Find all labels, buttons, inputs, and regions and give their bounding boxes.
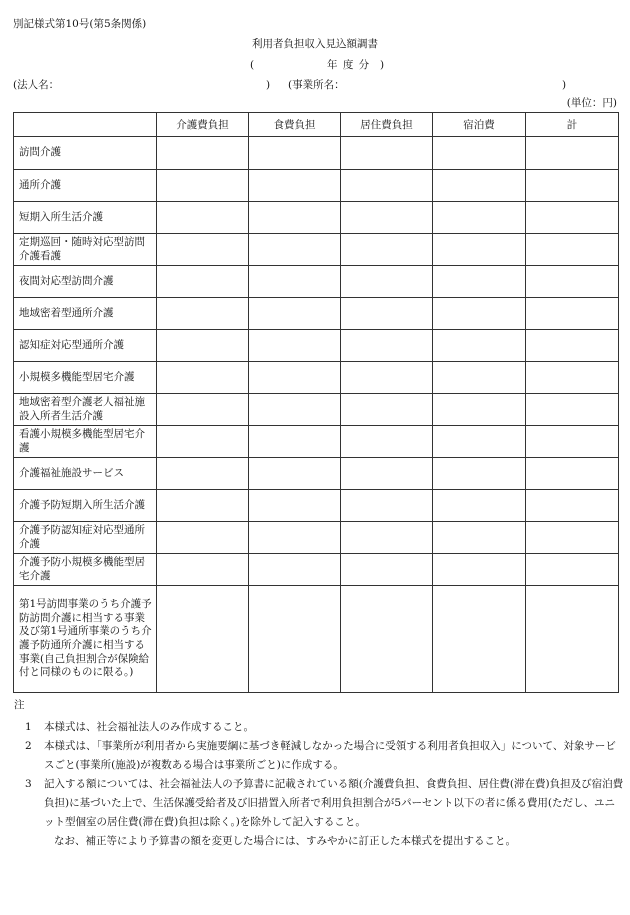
amount-input-cell[interactable] <box>341 426 433 458</box>
table-row <box>14 490 619 522</box>
amount-input-cell[interactable] <box>433 426 526 458</box>
amount-input-cell[interactable] <box>249 170 341 202</box>
note-number: 1 <box>25 721 32 733</box>
table-row <box>14 426 619 458</box>
amount-input-cell[interactable] <box>526 298 619 330</box>
amount-input-cell[interactable] <box>526 490 619 522</box>
amount-input-cell[interactable] <box>433 362 526 394</box>
amount-input-cell[interactable] <box>249 202 341 234</box>
amount-input-cell[interactable] <box>157 234 249 266</box>
amount-input-cell[interactable] <box>433 137 526 170</box>
amount-input-cell[interactable] <box>341 586 433 693</box>
service-label-cell: 定期巡回・随時対応型訪問介護看護 <box>14 234 157 266</box>
note-text: 本様式は、社会福祉法人のみ作成すること。 <box>44 721 254 733</box>
unit-label: (単位：円) <box>566 97 617 109</box>
service-label-cell: 第1号訪問事業のうち介護予防訪問介護に相当する事業及び第1号通所事業のうち介護予防通所介護に相当する事業(自己負担割合が保険給付と同様のものに限る。) <box>14 586 157 693</box>
amount-input-cell[interactable] <box>433 394 526 426</box>
amount-input-cell[interactable] <box>249 522 341 554</box>
amount-input-cell[interactable] <box>341 266 433 298</box>
amount-input-cell[interactable] <box>526 202 619 234</box>
note-item <box>14 775 624 832</box>
service-label-cell: 認知症対応型通所介護 <box>14 330 157 362</box>
amount-input-cell[interactable] <box>526 362 619 394</box>
service-label-cell: 地域密着型介護老人福祉施設入所者生活介護 <box>14 394 157 426</box>
amount-input-cell[interactable] <box>157 298 249 330</box>
amount-input-cell[interactable] <box>526 394 619 426</box>
amount-input-cell[interactable] <box>249 490 341 522</box>
fiscal-year-open: ( <box>250 59 255 71</box>
amount-input-cell[interactable] <box>157 266 249 298</box>
amount-input-cell[interactable] <box>433 266 526 298</box>
amount-input-cell[interactable] <box>341 490 433 522</box>
amount-input-cell[interactable] <box>249 586 341 693</box>
table-row <box>14 202 619 234</box>
service-label-cell: 介護予防短期入所生活介護 <box>14 490 157 522</box>
amount-input-cell[interactable] <box>433 458 526 490</box>
amount-input-cell[interactable] <box>526 266 619 298</box>
amount-input-cell[interactable] <box>433 330 526 362</box>
column-header-lodging-fee: 宿泊費 <box>433 113 526 137</box>
amount-input-cell[interactable] <box>341 234 433 266</box>
table-body <box>14 137 619 693</box>
header-blank-cell <box>14 113 157 137</box>
amount-input-cell[interactable] <box>157 170 249 202</box>
notes-section <box>14 697 624 851</box>
amount-input-cell[interactable] <box>249 137 341 170</box>
office-name-close: ) <box>562 79 567 91</box>
amount-input-cell[interactable] <box>341 202 433 234</box>
amount-input-cell[interactable] <box>341 137 433 170</box>
amount-input-cell[interactable] <box>526 458 619 490</box>
note-item <box>14 718 624 737</box>
amount-input-cell[interactable] <box>433 522 526 554</box>
fiscal-year-close: ) <box>380 59 385 71</box>
amount-input-cell[interactable] <box>433 298 526 330</box>
amount-input-cell[interactable] <box>157 137 249 170</box>
corporation-name-label: (法人名： <box>13 79 60 91</box>
office-name-label: (事業所名： <box>288 79 345 91</box>
amount-input-cell[interactable] <box>526 330 619 362</box>
service-label-cell: 訪問介護 <box>14 137 157 170</box>
table-row <box>14 330 619 362</box>
amount-input-cell[interactable] <box>157 330 249 362</box>
note-footer: なお、補正等により予算書の額を変更した場合には、すみやかに訂正した本様式を提出すること。 <box>54 835 516 847</box>
amount-input-cell[interactable] <box>249 298 341 330</box>
amount-input-cell[interactable] <box>249 394 341 426</box>
amount-input-cell[interactable] <box>249 554 341 586</box>
amount-input-cell[interactable] <box>249 362 341 394</box>
fiscal-year-label: 年 度 分 <box>327 59 371 71</box>
service-label-cell: 看護小規模多機能型居宅介護 <box>14 426 157 458</box>
amount-input-cell[interactable] <box>526 137 619 170</box>
service-label-cell: 介護福祉施設サービス <box>14 458 157 490</box>
amount-input-cell[interactable] <box>157 426 249 458</box>
amount-input-cell[interactable] <box>433 202 526 234</box>
amount-input-cell[interactable] <box>341 458 433 490</box>
corporation-name-close: ) <box>266 79 271 91</box>
amount-input-cell[interactable] <box>249 426 341 458</box>
amount-input-cell[interactable] <box>249 266 341 298</box>
amount-input-cell[interactable] <box>433 234 526 266</box>
amount-input-cell[interactable] <box>526 426 619 458</box>
note-item <box>14 737 624 775</box>
table-row <box>14 554 619 586</box>
amount-input-cell[interactable] <box>433 554 526 586</box>
table-row <box>14 586 619 693</box>
service-label-cell: 通所介護 <box>14 170 157 202</box>
amount-input-cell[interactable] <box>526 170 619 202</box>
service-label-cell: 小規模多機能型居宅介護 <box>14 362 157 394</box>
service-label-cell: 地域密着型通所介護 <box>14 298 157 330</box>
amount-input-cell[interactable] <box>157 522 249 554</box>
column-header-care-fee: 介護費負担 <box>157 113 249 137</box>
table-row <box>14 266 619 298</box>
table-row <box>14 298 619 330</box>
table-header-row <box>14 113 619 137</box>
amount-input-cell[interactable] <box>157 202 249 234</box>
column-header-residence-fee: 居住費負担 <box>341 113 433 137</box>
amount-input-cell[interactable] <box>157 490 249 522</box>
table-row <box>14 137 619 170</box>
amount-input-cell[interactable] <box>157 362 249 394</box>
amount-input-cell[interactable] <box>341 522 433 554</box>
amount-input-cell[interactable] <box>433 490 526 522</box>
amount-input-cell[interactable] <box>341 554 433 586</box>
table-row <box>14 458 619 490</box>
column-header-total: 計 <box>526 113 619 137</box>
form-number: 別記様式第10号(第5条関係) <box>13 18 147 30</box>
amount-input-cell[interactable] <box>526 522 619 554</box>
amount-input-cell[interactable] <box>157 458 249 490</box>
amount-input-cell[interactable] <box>341 330 433 362</box>
amount-input-cell[interactable] <box>433 586 526 693</box>
service-label-cell: 短期入所生活介護 <box>14 202 157 234</box>
revenue-estimate-table <box>13 112 619 693</box>
note-text: 記入する額については、社会福祉法人の予算書に記載されている額(介護費負担、食費負担、居住費(滞在費)負担及び宿泊費負担)に基づいた上で、生活保護受給者及び旧措置入所者で利用負担割合が5パーセント以下の者に係る費用(ただし、ユニット型個室の居住費(滞在費)負担は除く。)を除外して記入すること。 <box>44 778 624 828</box>
service-label-cell: 介護予防小規模多機能型居宅介護 <box>14 554 157 586</box>
column-header-meal-fee: 食費負担 <box>249 113 341 137</box>
amount-input-cell[interactable] <box>526 554 619 586</box>
amount-input-cell[interactable] <box>249 234 341 266</box>
table-row <box>14 234 619 266</box>
amount-input-cell[interactable] <box>526 234 619 266</box>
service-label-cell: 介護予防認知症対応型通所介護 <box>14 522 157 554</box>
table-row <box>14 394 619 426</box>
amount-input-cell[interactable] <box>249 458 341 490</box>
document-title: 利用者負担収入見込額調書 <box>252 38 378 50</box>
amount-input-cell[interactable] <box>341 298 433 330</box>
service-label-cell: 夜間対応型訪問介護 <box>14 266 157 298</box>
amount-input-cell[interactable] <box>249 330 341 362</box>
amount-input-cell[interactable] <box>341 362 433 394</box>
notes-heading: 注 <box>14 699 25 711</box>
amount-input-cell[interactable] <box>341 170 433 202</box>
amount-input-cell[interactable] <box>157 586 249 693</box>
note-number: 3 <box>25 778 32 790</box>
amount-input-cell[interactable] <box>157 394 249 426</box>
note-number: 2 <box>25 740 32 752</box>
amount-input-cell[interactable] <box>526 586 619 693</box>
amount-input-cell[interactable] <box>433 170 526 202</box>
amount-input-cell[interactable] <box>157 554 249 586</box>
amount-input-cell[interactable] <box>341 394 433 426</box>
table-row <box>14 362 619 394</box>
table-row <box>14 170 619 202</box>
table-row <box>14 522 619 554</box>
note-text: 本様式は、「事業所が利用者から実施要綱に基づき軽減しなかった場合に受領する利用者負担収入」について、対象サービスごと(事業所(施設)が複数ある場合は事業所ごと)に作成する。 <box>44 740 616 771</box>
